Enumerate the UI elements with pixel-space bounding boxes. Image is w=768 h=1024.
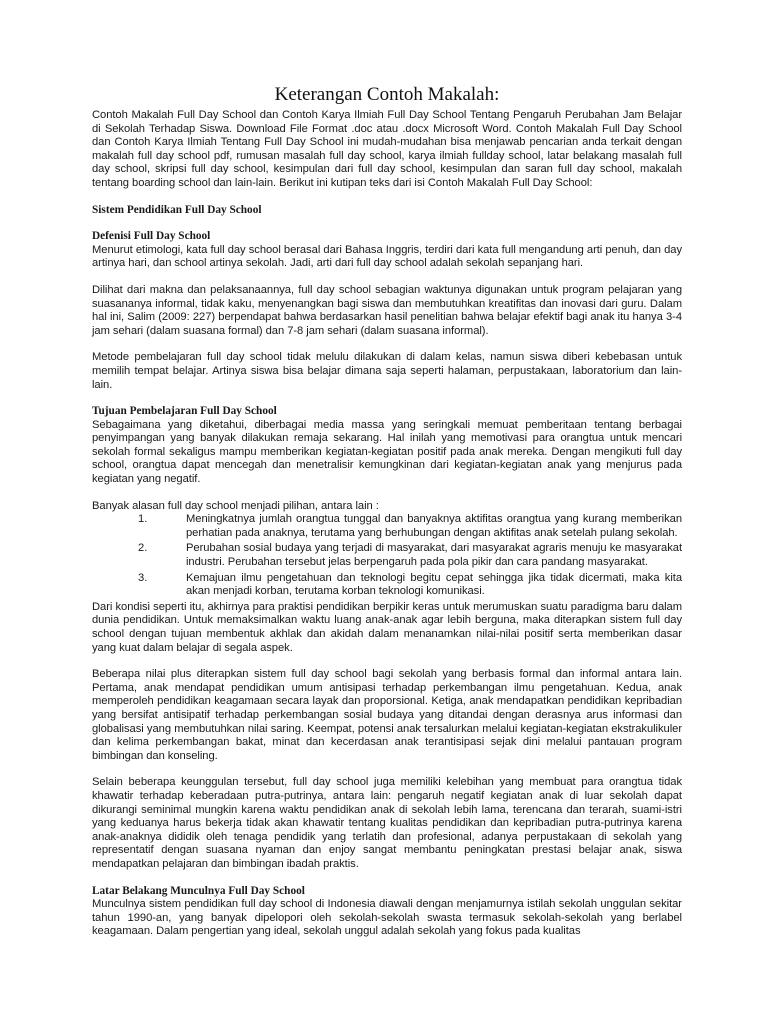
list-item-text: Perubahan sosial budaya yang terjadi di masyarakat, dari masyarakat agraris menuju ke masyarakat industri. Perubahan tersebut jelas berpengaruh pada pola pikir dan cara pandang masyarakat. <box>186 542 682 569</box>
defenisi-paragraph-1: Menurut etimologi, kata full day school berasal dari Bahasa Inggris, terdiri dari kata full mengandung arti penuh, dan day artinya hari, dan school artinya sekolah. Jadi, arti dari full day school adalah sekolah sepanjang hari. <box>92 243 682 270</box>
document-title: Keterangan Contoh Makalah: <box>274 84 500 105</box>
list-item-text: Kemajuan ilmu pengetahuan dan teknologi begitu cepat sehingga jika tidak dicermati, maka kita akan menjadi korban, terutama korban teknologi komunikasi. <box>186 571 682 598</box>
tujuan-paragraph-4: Selain beberapa keunggulan tersebut, full day school juga memiliki kelebihan yang membuat para orangtua tidak khawatir terhadap keberadaan putra-putrinya, antara lain: pengaruh negatif kegiatan anak di luar sekolah dapat dikurangi seminimal mungkin karena waktu pendidikan anak di sekolah lebih lama, terencana dan terarah, suami-istri yang keduanya harus bekerja tidak akan khawatir tentang kualitas pendidikan dan kepribadian putra-putrinya karena anak-anaknya dididik oleh tenaga pendidik yang terlatih dan profesional, adanya perpustakaan di sekolah yang representatif dengan suasana nyaman dan enjoy sangat membantu peningkatan prestasi belajar anak, siswa mendapatkan pelajaran dan bimbingan ibadah praktis. <box>92 776 682 870</box>
section-heading: Sistem Pendidikan Full Day School <box>92 203 262 216</box>
list-item-number: 3. <box>138 571 148 584</box>
tujuan-paragraph-2: Dari kondisi seperti itu, akhirnya para praktisi pendidikan berpikir keras untuk merumuskan suatu paradigma baru dalam dunia pendidikan. Untuk memaksimalkan waktu luang anak-anak agar lebih berguna, maka diterapkan sistem full day school dengan tujuan membentuk akhlak dan akidah dalam menanamkan nilai-nilai positif serta memberikan dasar yang kuat dalam belajar di segala aspek. <box>92 600 682 654</box>
reasons-list <box>138 513 682 599</box>
list-item <box>138 542 682 569</box>
tujuan-paragraph-3: Beberapa nilai plus diterapkan sistem full day school bagi sekolah yang berbasis formal dan informal antara lain. Pertama, anak mendapat pendidikan umum antisipasi terhadap perkembangan ilmu pengetahuan. Kedua, anak memperoleh pendidikan keagamaan secara layak dan proporsional. Ketiga, anak mendapatkan pendidikan kepribadian yang bersifat antisipatif terhadap perkembangan sosial budaya yang ditandai dengan derasnya arus informasi dan globalisasi yang membutuhkan nilai saring. Keempat, potensi anak tersalurkan melalui kegiatan-kegiatan ekstrakulikuler dan kelima perkembangan bakat, minat dan kecerdasan anak terantisipasi sejak dini melalui pantauan program bimbingan dan konseling. <box>92 668 682 762</box>
tujuan-list-intro: Banyak alasan full day school menjadi pilihan, antara lain : <box>92 499 379 512</box>
latar-heading: Latar Belakang Munculnya Full Day School <box>92 884 305 897</box>
defenisi-heading: Defenisi Full Day School <box>92 230 211 243</box>
tujuan-paragraph-1: Sebagaimana yang diketahui, diberbagai media massa yang seringkali memuat pemberitaan tentang berbagai penyimpangan yang banyak dilakukan remaja sekarang. Hal inilah yang memotivasi para orangtua untuk mencari sekolah formal sekaligus mampu memberikan kegiatan-kegiatan positif pada anak mereka. Dengan mengikuti full day school, orangtua dapat mencegah dan menetralisir kemungkinan dari kegiatan-kegiatan anak yang menjurus pada kegiatan yang negatif. <box>92 418 682 486</box>
latar-paragraph-1: Munculnya sistem pendidikan full day school di Indonesia diawali dengan menjamurnya istilah sekolah unggulan sekitar tahun 1990-an, yang banyak dipelopori oleh sekolah-sekolah swasta termasuk sekolah-sekolah yang berlabel keagamaan. Dalam pengertian yang ideal, sekolah unggul adalah sekolah yang fokus pada kualitas <box>92 898 682 938</box>
list-item <box>138 572 682 599</box>
defenisi-paragraph-2: Dilihat dari makna dan pelaksanaannya, full day school sebagian waktunya digunakan untuk program pelajaran yang suasananya informal, tidak kaku, menyenangkan bagi siswa dan membutuhkan kreatifitas dan inovasi dari guru. Dalam hal ini, Salim (2009: 227) berpendapat bahwa berdasarkan hasil penelitian bahwa belajar efektif bagi anak itu hanya 3-4 jam sehari (dalam suasana formal) dan 7-8 jam sehari (dalam suasana informal). <box>92 283 682 337</box>
list-item-number: 1. <box>138 513 148 526</box>
list-item <box>138 513 682 540</box>
tujuan-heading: Tujuan Pembelajaran Full Day School <box>92 405 277 418</box>
defenisi-paragraph-3: Metode pembelajaran full day school tidak melulu dilakukan di dalam kelas, namun siswa diberi kebebasan untuk memilih tempat belajar. Artinya siswa bisa belajar dimana saja seperti halaman, perpustakaan, laboratorium dan lain-lain. <box>92 351 682 391</box>
intro-paragraph: Contoh Makalah Full Day School dan Contoh Karya Ilmiah Full Day School Tentang Pengaruh Perubahan Jam Belajar di Sekolah Terhadap Siswa. Download File Format .doc atau .docx Microsoft Word. Contoh Makalah Full Day School dan Contoh Karya Ilmiah Tentang Full Day School ini mudah-mudahan bisa menjawab pencarian anda terkait dengan makalah full day school pdf, rumusan masalah full day school, karya ilmiah fullday school, latar belakang masalah full day school, skripsi full day school, kesimpulan dari full day school, kesimpulan dan saran full day school, makalah tentang boarding school dan lain-lain. Berikut ini kutipan teks dari isi Contoh Makalah Full Day School: <box>92 109 682 189</box>
list-item-text: Meningkatnya jumlah orangtua tunggal dan banyaknya aktifitas orangtua yang kurang memberikan perhatian pada anaknya, terutama yang berhubungan dengan aktifitas anak setelah pulang sekolah. <box>186 513 682 539</box>
list-item-number: 2. <box>138 542 148 555</box>
